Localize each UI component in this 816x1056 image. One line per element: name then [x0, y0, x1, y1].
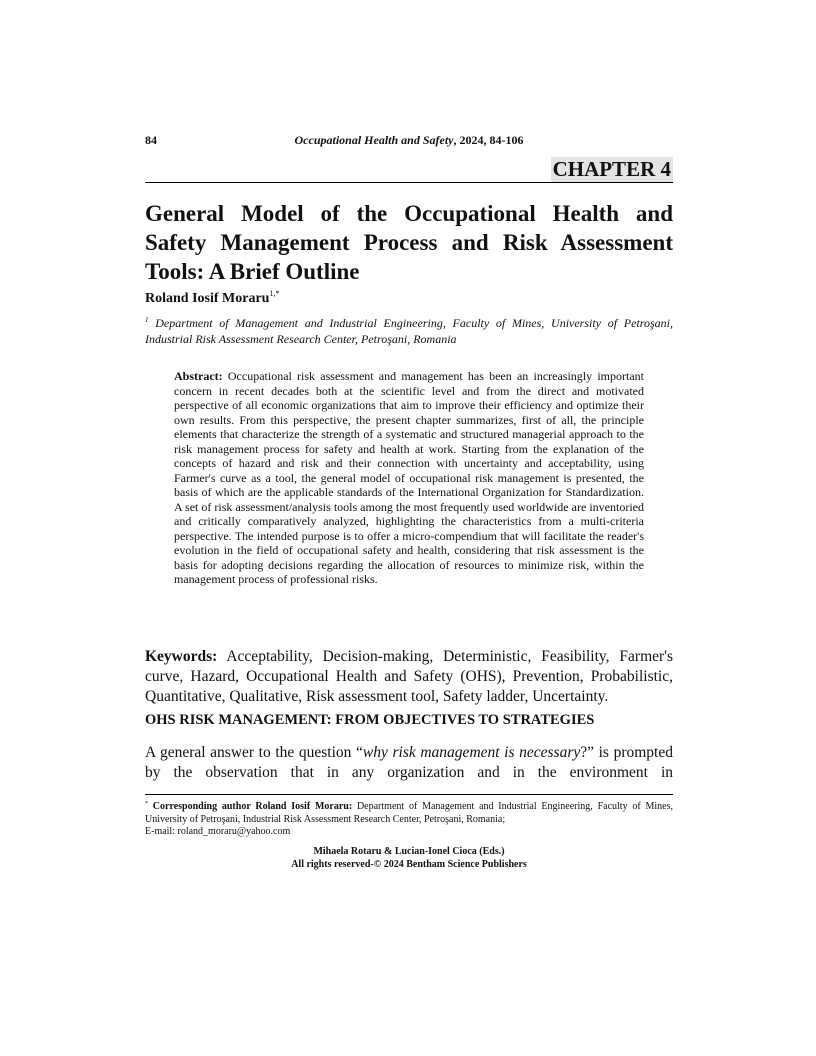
footnote-email: E-mail: roland_moraru@yahoo.com — [145, 826, 291, 837]
footnote-label: Corresponding author Roland Iosif Moraru: — [152, 801, 353, 812]
publisher-info — [145, 846, 673, 871]
body-text-end: ?” is prompted by the observation that in any organization and in the environment in — [145, 744, 673, 781]
abstract-label: Abstract: — [174, 369, 223, 383]
rights-line: All rights reserved-© 2024 Bentham Science Publishers — [291, 858, 527, 870]
chapter-divider — [145, 182, 673, 183]
affiliation-text: Department of Management and Industrial Engineering, Faculty of Mines, University of Petroşani, Industrial Risk Assessment Research Center, Petroşani, Romania — [145, 316, 674, 346]
chapter-label: CHAPTER 4 — [552, 157, 671, 181]
keywords-label: Keywords: — [145, 648, 218, 665]
journal-citation — [145, 133, 673, 148]
footnote-mark: * — [145, 801, 148, 807]
footnote-text: Department of Management and Industrial Engineering, Faculty of Mines, University of Petroşani, Industrial Risk Assessment Research Center, Petroşani, Romania; — [145, 801, 673, 825]
body-text-italic: why risk management is necessary — [362, 744, 581, 761]
author-line — [145, 289, 279, 307]
affiliation-mark: 1 — [145, 316, 149, 324]
section-heading: OHS RISK MANAGEMENT: FROM OBJECTIVES TO STRATEGIES — [145, 712, 595, 728]
abstract — [174, 369, 644, 587]
keywords-text: Acceptability, Decision-making, Deterministic, Feasibility, Farmer's curve, Hazard, Occupational Health and Safety (OHS), Prevention, Probabilistic, Quantitative, Qualitative, Risk assessment tool, Safety ladder, Uncertainty. — [145, 648, 673, 705]
footnote-divider — [145, 794, 673, 795]
author-marks: 1,* — [269, 289, 280, 298]
editors-line: Mihaela Rotaru & Lucian-Ionel Cioca (Eds.) — [313, 846, 505, 857]
abstract-text: Occupational risk assessment and management has been an increasingly important concern in recent decades both at the scientific level and from the direct and motivated perspective of all economic organizations that aim to improve their efficiency and optimize their own results. From this perspective, the present chapter summarizes, first of all, the principle elements that characterize the strength of a systematic and structured managerial approach to the risk management process for safety and health at work. Starting from the explanation of the concepts of hazard and risk and their connection with uncertainty and acceptability, using Farmer's curve as a tool, the general model of occupational risk management is presented, the basis of which are the applicable standards of the International Organization for Standardization. A set of risk assessment/analysis tools among the most frequently used worldwide are inventoried and critically comparatively analyzed, highlighting the characteristics from a multi-criteria perspective. The intended purpose is to offer a micro-compendium that will facilitate the reader's evolution in the field of occupational safety and health, considering that risk assessment is the basis for adopting decisions regarding the allocation of resources to minimize risk, within the management process of professional risks. — [174, 369, 644, 586]
author-name: Roland Iosif Moraru — [145, 291, 270, 306]
running-header — [145, 133, 673, 149]
footnote — [145, 798, 673, 839]
body-paragraph — [145, 743, 673, 783]
paper-title: General Model of the Occupational Health and Safety Management Process and Risk Assessment Tools: A Brief Outline — [145, 201, 673, 284]
keywords — [145, 647, 673, 707]
journal-details: , 2024, 84-106 — [453, 133, 524, 147]
journal-name: Occupational Health and Safety — [294, 133, 454, 147]
body-text-start: A general answer to the question “ — [145, 744, 363, 761]
affiliation — [145, 312, 673, 347]
page-number: 84 — [145, 133, 157, 147]
